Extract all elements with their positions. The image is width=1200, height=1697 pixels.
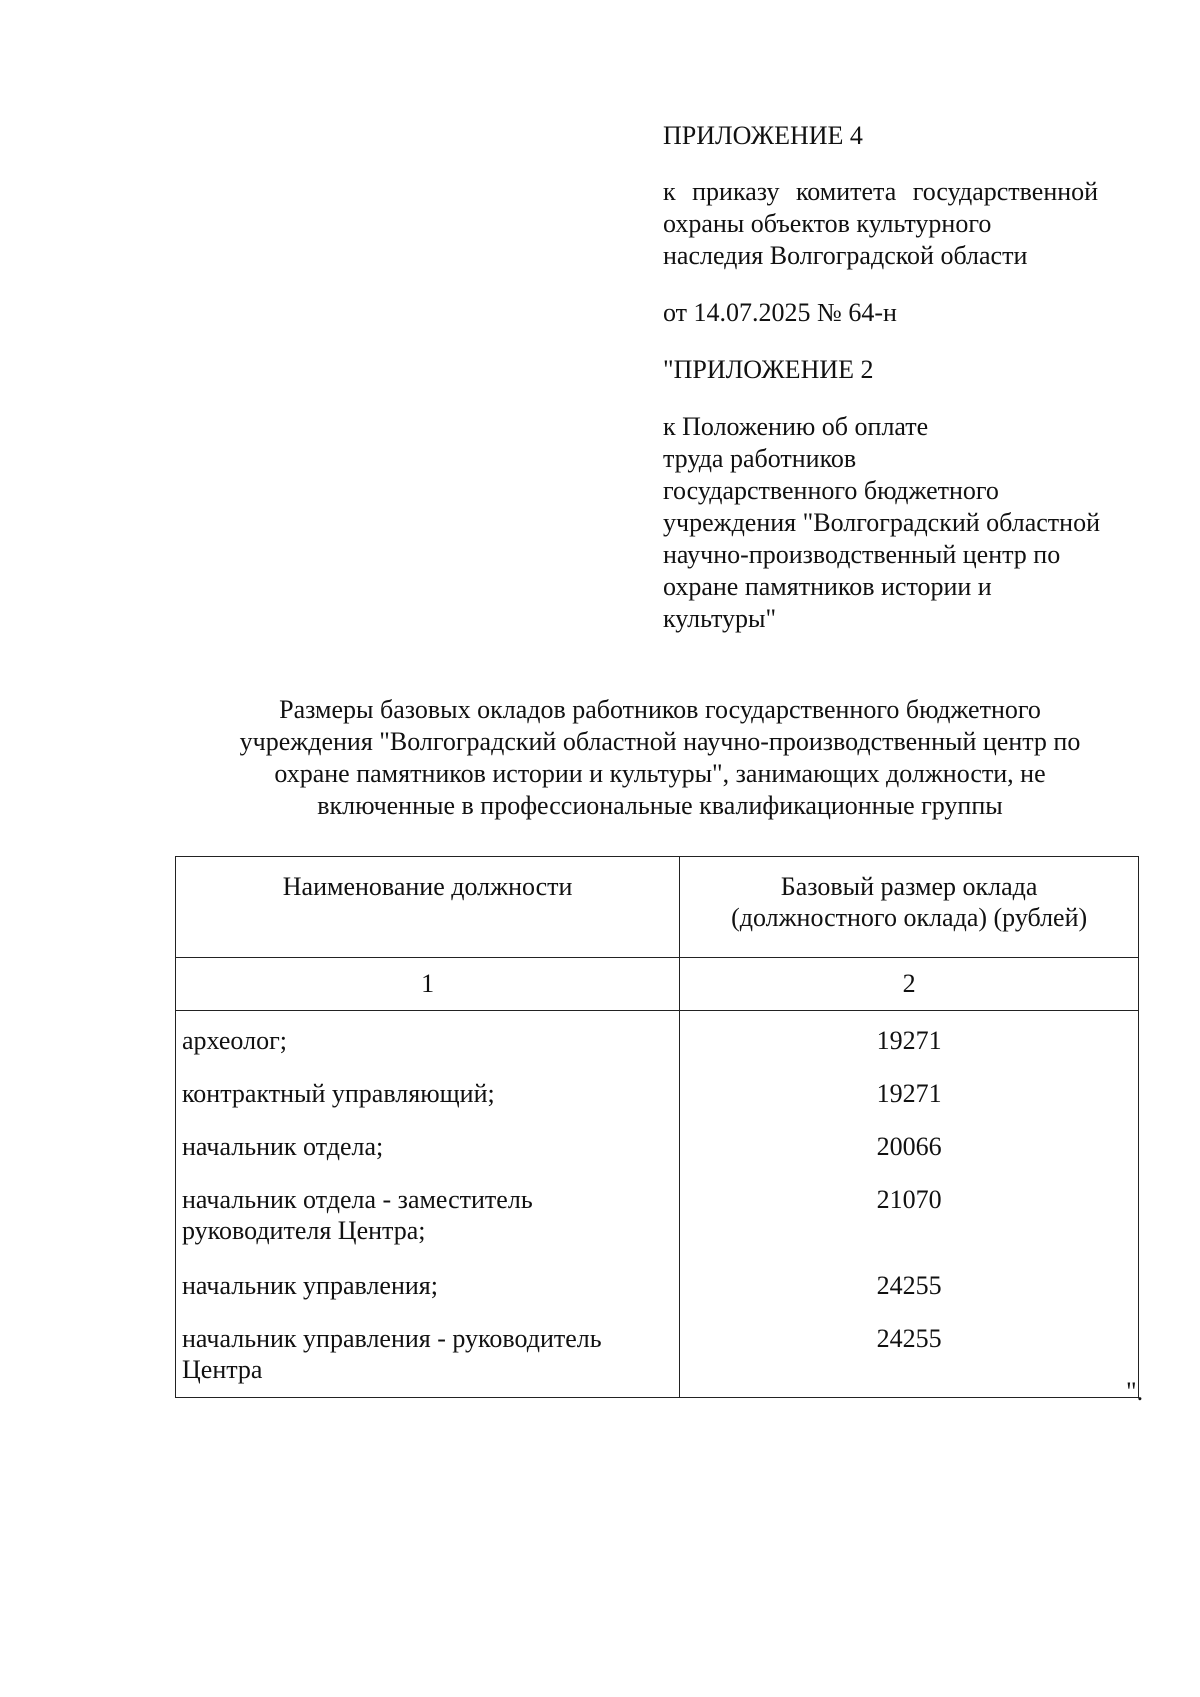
order-reference <box>663 176 1163 272</box>
appendix-title: ПРИЛОЖЕНИЕ 4 <box>663 121 863 150</box>
salary-value: 21070 <box>876 1185 942 1214</box>
position-name: начальник отдела - заместитель <box>182 1185 533 1214</box>
appendix-block <box>663 120 1163 635</box>
table-row <box>176 1131 679 1184</box>
table-header-row <box>176 857 1139 958</box>
heading-line: учреждения "Волгоградский областной научно-производственный центр по <box>239 727 1081 756</box>
header-base-salary <box>680 857 1139 958</box>
header-position-name-text: Наименование должности <box>282 872 573 901</box>
position-name: археолог; <box>182 1026 287 1055</box>
regulation-line: культуры" <box>663 604 777 633</box>
regulation-line: охране памятников истории и <box>663 572 992 601</box>
position-name: контрактный управляющий; <box>182 1079 495 1108</box>
salary-table <box>175 856 1139 1398</box>
heading-line: охране памятников истории и культуры", занимающих должности, не <box>274 759 1046 788</box>
table-row <box>176 1323 679 1385</box>
closing-quote-mark: ". <box>1126 1377 1144 1406</box>
salary-value: 20066 <box>876 1132 942 1161</box>
order-reference-line: охраны объектов культурного <box>663 209 992 238</box>
table-numbering-row <box>176 958 1139 1011</box>
heading-line: включенные в профессиональные квалификационные группы <box>317 791 1003 820</box>
inner-appendix-title: "ПРИЛОЖЕНИЕ 2 <box>663 355 874 384</box>
table-body-row <box>176 1011 1139 1398</box>
header-base-salary-line: Базовый размер оклада <box>780 872 1038 901</box>
salary-value: 24255 <box>876 1271 942 1300</box>
table-row <box>176 1025 679 1078</box>
salary-value: 19271 <box>876 1026 942 1055</box>
position-names-cell <box>176 1011 680 1398</box>
table-row <box>176 1078 679 1131</box>
regulation-line: к Положению об оплате <box>663 412 929 441</box>
header-base-salary-line: (должностного оклада) (рублей) <box>731 903 1088 932</box>
position-name: начальник отдела; <box>182 1132 384 1161</box>
salary-value: 19271 <box>876 1079 942 1108</box>
regulation-line: государственного бюджетного <box>663 476 999 505</box>
header-position-name <box>176 857 680 958</box>
order-reference-line: наследия Волгоградской области <box>663 241 1028 270</box>
position-name: начальник управления - руководитель <box>182 1324 602 1353</box>
position-name: начальник управления; <box>182 1271 438 1300</box>
table-heading <box>160 694 1160 822</box>
column-number: 2 <box>680 958 1139 1011</box>
order-date: от 14.07.2025 № 64-н <box>663 298 897 327</box>
salary-values-cell <box>680 1011 1139 1398</box>
position-name: руководителя Центра; <box>182 1216 426 1245</box>
regulation-reference <box>663 411 1163 635</box>
regulation-line: учреждения "Волгоградский областной <box>663 508 1100 537</box>
regulation-line: научно-производственный центр по <box>663 540 1061 569</box>
order-reference-line: к приказу комитета государственной <box>663 177 1099 206</box>
table-row <box>176 1270 679 1323</box>
table-row <box>176 1184 679 1270</box>
heading-line: Размеры базовых окладов работников государственного бюджетного <box>279 695 1041 724</box>
salary-value: 24255 <box>876 1324 942 1353</box>
column-number: 1 <box>176 958 680 1011</box>
regulation-line: труда работников <box>663 444 857 473</box>
position-name: Центра <box>182 1355 263 1384</box>
